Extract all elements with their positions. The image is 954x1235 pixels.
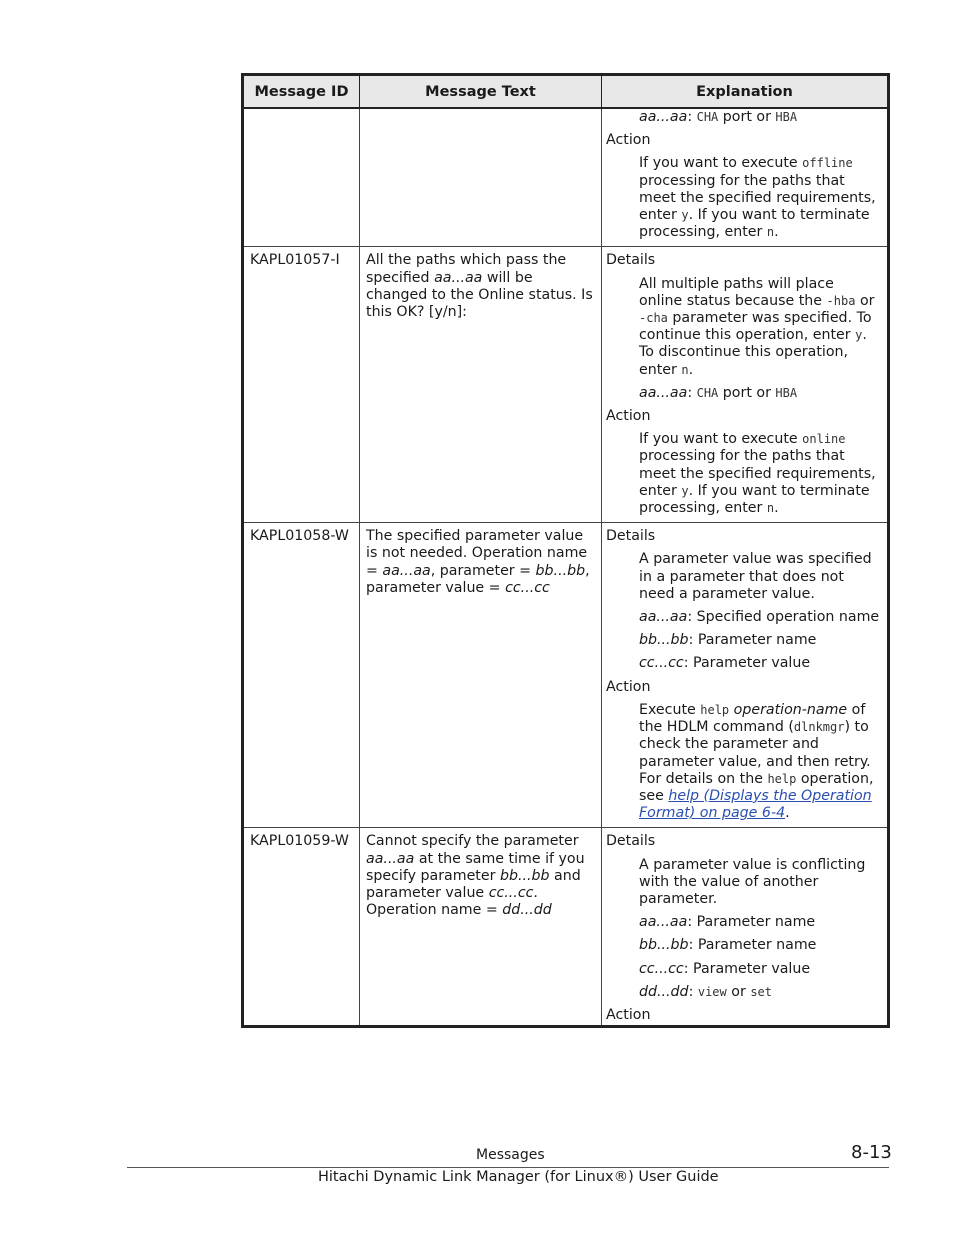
variable-line: aa...aa: CHA port or HBA: [639, 384, 798, 401]
details-text: A parameter value is conflicting with the value of another parameter.: [639, 856, 866, 907]
action-text: If you want to execute online processing for the paths that meet the specified requirements, enter y. If you want to terminate processing, enter n.: [639, 431, 876, 517]
header-message-id: Message ID: [243, 75, 360, 109]
explanation-cell: [602, 247, 889, 523]
variable-line: bb...bb: Parameter name: [639, 937, 817, 954]
header-explanation: Explanation: [602, 75, 889, 109]
action-label: Action: [606, 132, 651, 149]
action-label: Action: [606, 1006, 651, 1023]
table-row: [243, 828, 889, 1027]
table-row: [243, 108, 889, 247]
action-text: If you want to execute offline processing for the paths that meet the specified requirements, enter y. If you want to terminate processing, enter n.: [639, 155, 876, 241]
details-text: A parameter value was specified in a parameter that does not need a parameter value.: [639, 551, 872, 602]
action-label: Action: [606, 678, 651, 695]
variable-line: cc...cc: Parameter value: [639, 960, 811, 977]
message-text-cell: All the paths which pass the specified aa...aa will be changed to the Online status. Is this OK? [y/n]:: [360, 247, 602, 523]
message-text-cell: Cannot specify the parameter aa...aa at the same time if you specify parameter bb...bb and parameter value cc...cc. Operation name = dd...dd: [360, 828, 602, 1027]
details-text: All multiple paths will place online status because the -hba or -cha parameter was specified. To continue this operation, enter y. To discontinue this operation, enter n.: [639, 275, 875, 378]
message-id-cell: [243, 108, 360, 247]
explanation-cell: [602, 108, 889, 247]
table-header-row: [243, 75, 889, 109]
variable-line: dd...dd: view or set: [639, 983, 772, 1000]
help-reference-link[interactable]: help (Displays the Operation Format) on page 6-4: [639, 787, 872, 822]
details-label: Details: [606, 252, 656, 269]
message-id-cell: KAPL01059-W: [243, 828, 360, 1027]
variable-line: aa...aa: Parameter name: [639, 914, 816, 931]
message-table: [241, 73, 890, 1028]
header-message-text: Message Text: [360, 75, 602, 109]
table-row: [243, 247, 889, 523]
message-id-cell: KAPL01057-I: [243, 247, 360, 523]
details-label: Details: [606, 528, 656, 545]
variable-line: cc...cc: Parameter value: [639, 655, 811, 672]
footer-section: Messages: [476, 1147, 545, 1163]
variable-line: aa...aa: CHA port or HBA: [639, 109, 798, 125]
details-label: Details: [606, 833, 656, 850]
action-text: Execute help operation-name of the HDLM command (dlnkmgr) to check the parameter and parameter value, and then retry. For details on the help operation, see help (Displays the Operation Format) on page 6-4.: [639, 701, 874, 822]
message-text-cell: [360, 108, 602, 247]
footer-title: Hitachi Dynamic Link Manager (for Linux®) User Guide: [318, 1169, 719, 1185]
footer-divider: [127, 1167, 889, 1168]
explanation-cell: [602, 523, 889, 828]
action-label: Action: [606, 408, 651, 425]
variable-line: aa...aa: Specified operation name: [639, 609, 880, 626]
variable-line: bb...bb: Parameter name: [639, 632, 817, 649]
message-text-cell: The specified parameter value is not needed. Operation name = aa...aa, parameter = bb...bb, parameter value = cc...cc: [360, 523, 602, 828]
table-row: [243, 523, 889, 828]
message-id-cell: KAPL01058-W: [243, 523, 360, 828]
page-number: 8-13: [851, 1142, 892, 1163]
explanation-cell: [602, 828, 889, 1027]
